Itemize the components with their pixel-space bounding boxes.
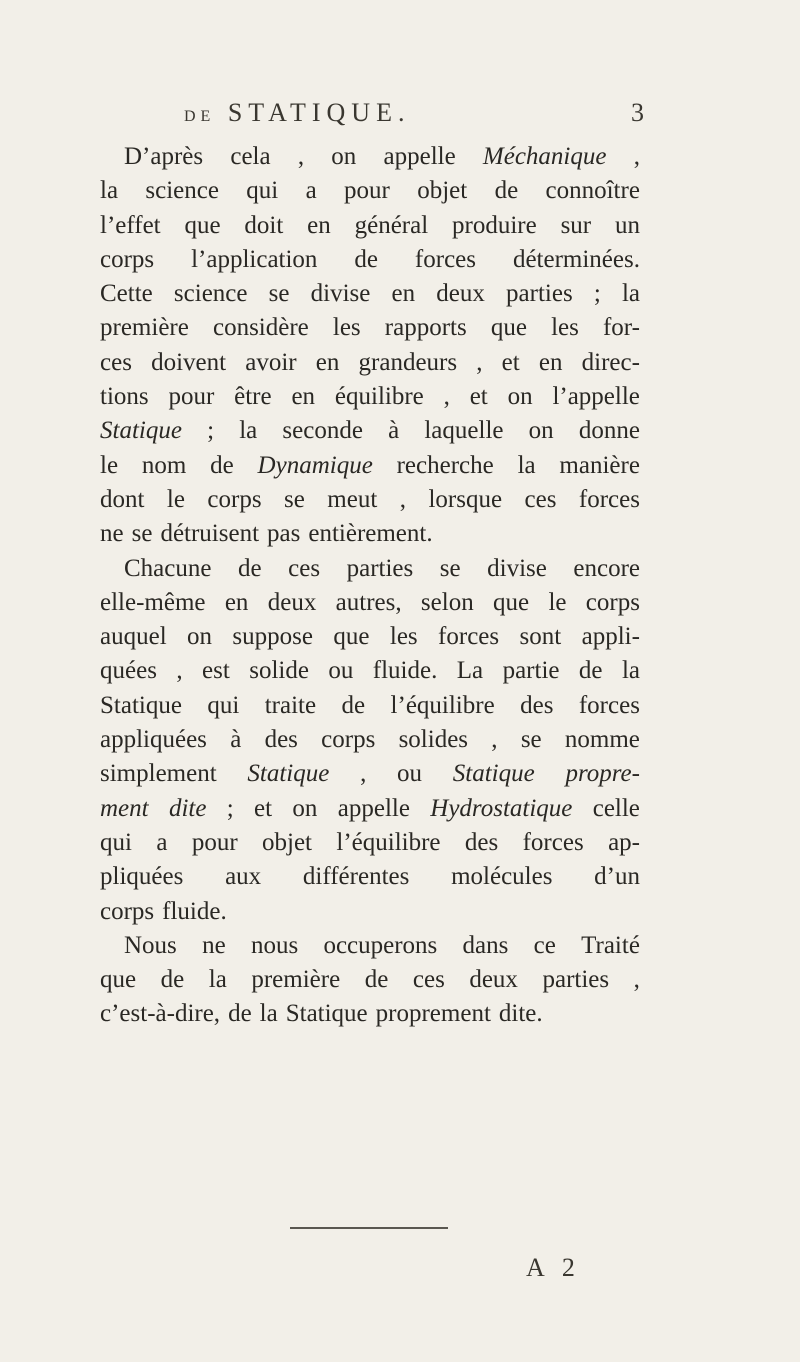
- text-word: première: [251, 966, 341, 994]
- text-word: traite: [264, 691, 317, 719]
- text-word: avoir: [245, 348, 297, 376]
- text-line: [100, 586, 640, 620]
- text-word: deux: [267, 588, 317, 616]
- text-word: grandeurs: [358, 348, 458, 376]
- text-word: se: [284, 485, 305, 513]
- text-word: c’est-à-dire,: [100, 1000, 221, 1028]
- text-word: première: [100, 314, 189, 342]
- text-word: solide: [249, 657, 309, 685]
- text-word: molécules: [451, 863, 553, 891]
- text-line: [100, 620, 640, 654]
- text-word: for-: [602, 314, 640, 342]
- text-word: parties: [542, 966, 610, 994]
- running-head-title: [184, 98, 410, 128]
- text-word: Chacune: [124, 554, 212, 582]
- text-word: lorsque: [428, 485, 503, 513]
- text-word: pour: [344, 177, 390, 205]
- text-word: les: [389, 623, 418, 651]
- text-word: quées: [100, 657, 157, 685]
- text-line: [100, 963, 640, 997]
- text-word: en: [224, 588, 249, 616]
- text-word: direc-: [581, 348, 640, 376]
- running-head-prefix: DE: [184, 108, 216, 125]
- text-word: ;: [593, 280, 601, 308]
- text-word: ,: [476, 348, 483, 376]
- text-word: fluide.: [372, 657, 438, 685]
- text-word: de: [160, 966, 185, 994]
- text-word: autres,: [335, 588, 402, 616]
- text-word: ce: [533, 931, 556, 959]
- text-word: corps: [585, 588, 640, 616]
- text-word: appli-: [581, 623, 640, 651]
- text-word: que: [100, 966, 137, 994]
- text-word: forces: [578, 691, 640, 719]
- text-word: recherche: [396, 451, 494, 479]
- text-word: un: [614, 211, 640, 239]
- text-word: les: [551, 314, 579, 342]
- text-word: l’appelle: [552, 383, 640, 411]
- text-word: déterminées.: [512, 245, 640, 273]
- text-word: de: [364, 966, 389, 994]
- text-line: [100, 174, 640, 208]
- text-word: selon: [420, 588, 474, 616]
- text-word: ,: [633, 143, 640, 170]
- text-word: ,: [491, 726, 498, 754]
- text-word: divise: [487, 554, 547, 582]
- text-word: Statique: [285, 1000, 368, 1028]
- text-word: elle-même: [100, 588, 206, 616]
- text-word: de: [228, 1000, 252, 1028]
- text-word: en: [391, 280, 416, 308]
- text-word: ap-: [608, 828, 640, 856]
- text-word: aux: [225, 863, 262, 891]
- text-word: de: [210, 451, 234, 479]
- text-word: en: [538, 348, 563, 376]
- text-word: la: [621, 280, 640, 308]
- text-word: ,: [633, 966, 640, 994]
- text-word: ne: [202, 931, 226, 959]
- text-line: [100, 895, 640, 929]
- text-word: ne: [100, 520, 124, 548]
- text-word: on: [528, 417, 554, 445]
- text-word: Cette: [100, 280, 153, 308]
- text-word: ,: [443, 383, 450, 411]
- text-word: appelle: [337, 794, 410, 822]
- text-line: [100, 483, 640, 517]
- text-word: laquelle: [424, 417, 504, 445]
- text-word: La: [456, 657, 484, 685]
- text-word: produire: [452, 211, 537, 239]
- text-word: pliquées: [100, 863, 184, 891]
- text-word: doit: [244, 211, 284, 239]
- text-word: l’effet: [100, 211, 161, 239]
- text-word: Statique: [100, 691, 182, 719]
- text-word: simplement: [100, 760, 217, 788]
- text-line: [100, 243, 640, 277]
- text-word: Hydrostatique: [430, 794, 573, 822]
- text-word: et: [254, 794, 273, 822]
- text-word: forces: [438, 623, 500, 651]
- text-word: d’un: [594, 863, 640, 891]
- text-line: [100, 449, 640, 483]
- text-line: [100, 997, 640, 1031]
- text-word: dite.: [498, 1000, 543, 1028]
- text-line: [100, 757, 640, 791]
- text-line: [100, 723, 640, 757]
- text-word: forces: [414, 245, 476, 273]
- text-word: corps: [321, 726, 376, 754]
- text-word: en: [315, 348, 340, 376]
- text-word: ,: [176, 657, 183, 685]
- text-word: ces: [524, 485, 557, 513]
- text-word: se: [268, 280, 290, 308]
- text-word: meut: [327, 485, 378, 513]
- text-word: cela: [230, 143, 271, 170]
- text-word: des: [264, 726, 298, 754]
- text-word: et: [501, 348, 520, 376]
- text-line: [100, 277, 640, 311]
- text-word: forces: [522, 828, 584, 856]
- text-word: se: [439, 554, 461, 582]
- text-line: [100, 311, 640, 345]
- text-word: ou: [328, 657, 354, 685]
- text-word: ,: [399, 485, 406, 513]
- text-word: la: [259, 1000, 278, 1028]
- text-word: que: [490, 314, 527, 342]
- text-word: science: [145, 177, 219, 205]
- text-word: de: [238, 554, 262, 582]
- text-word: dite: [168, 794, 207, 822]
- running-head: [184, 98, 644, 128]
- text-word: de: [494, 177, 519, 205]
- text-word: manière: [559, 451, 640, 479]
- text-word: à: [230, 726, 242, 754]
- text-word: qui: [100, 828, 132, 856]
- text-word: proprement: [375, 1000, 491, 1028]
- text-word: solides: [398, 726, 469, 754]
- text-word: on: [187, 623, 213, 651]
- text-word: objet: [262, 828, 313, 856]
- signature-mark: A 2: [526, 1253, 581, 1282]
- text-word: est: [202, 657, 230, 685]
- text-word: objet: [417, 177, 468, 205]
- text-word: D’après: [124, 143, 204, 170]
- text-word: seconde: [282, 417, 363, 445]
- text-word: corps: [100, 897, 155, 925]
- text-word: ,: [297, 143, 305, 170]
- text-line: [100, 346, 640, 380]
- text-word: ment: [100, 794, 149, 822]
- text-word: fluide.: [162, 897, 227, 925]
- text-word: on: [331, 143, 357, 170]
- text-word: de: [341, 691, 366, 719]
- text-word: appelle: [383, 143, 456, 170]
- text-word: considère: [212, 314, 309, 342]
- text-word: qui: [207, 691, 240, 719]
- text-word: l’équilibre: [390, 691, 495, 719]
- text-word: divise: [310, 280, 371, 308]
- text-word: science: [173, 280, 248, 308]
- text-word: Méchanique: [482, 143, 607, 170]
- text-word: être: [234, 383, 272, 411]
- text-line: [100, 414, 640, 448]
- text-word: la: [100, 177, 119, 205]
- text-word: Traité: [581, 931, 640, 959]
- text-word: l’application: [191, 245, 318, 273]
- body-text: [100, 140, 640, 1032]
- text-word: de: [354, 245, 378, 273]
- text-word: l’équilibre: [336, 828, 441, 856]
- text-line: [100, 826, 640, 860]
- text-word: pour: [191, 828, 238, 856]
- text-word: sont: [519, 623, 562, 651]
- text-word: qui: [246, 177, 279, 205]
- text-word: la: [208, 966, 227, 994]
- text-word: propre-: [565, 760, 640, 788]
- text-word: ces: [100, 348, 132, 376]
- text-word: corps: [100, 245, 155, 273]
- text-line: [100, 689, 640, 723]
- text-word: Dynamique: [257, 451, 373, 479]
- text-word: de: [578, 657, 603, 685]
- text-word: les: [332, 314, 361, 342]
- text-word: deux: [469, 966, 518, 994]
- text-word: et: [469, 383, 488, 411]
- text-word: se: [131, 520, 153, 548]
- text-word: a: [305, 177, 317, 205]
- text-word: que: [333, 623, 370, 651]
- text-word: dans: [462, 931, 509, 959]
- text-word: auquel: [100, 623, 167, 651]
- text-word: la: [517, 451, 536, 479]
- text-word: suppose: [232, 623, 313, 651]
- text-word: Statique: [452, 760, 535, 788]
- text-word: le: [548, 588, 567, 616]
- text-word: partie: [502, 657, 560, 685]
- text-line: [100, 209, 640, 243]
- text-word: connoître: [545, 177, 640, 205]
- text-word: équilibre: [334, 383, 424, 411]
- text-word: des: [464, 828, 499, 856]
- text-word: Nous: [124, 931, 177, 959]
- text-word: tions: [100, 383, 149, 411]
- text-word: que: [184, 211, 221, 239]
- text-word: détruisent: [160, 520, 260, 548]
- text-word: occuperons: [323, 931, 438, 959]
- text-word: différentes: [302, 863, 410, 891]
- text-word: la: [621, 657, 640, 685]
- running-head-main: STATIQUE.: [227, 98, 411, 127]
- text-word: général: [354, 211, 429, 239]
- text-word: deux: [436, 280, 485, 308]
- text-word: appliquées: [100, 726, 207, 754]
- text-word: Statique: [100, 417, 182, 445]
- text-word: que: [493, 588, 530, 616]
- text-word: encore: [573, 554, 640, 582]
- text-word: ,: [360, 760, 367, 788]
- text-word: Statique: [247, 760, 330, 788]
- text-word: parties: [506, 280, 573, 308]
- text-line: [100, 792, 640, 826]
- text-line: [100, 929, 640, 963]
- text-line: [100, 517, 640, 551]
- text-word: donne: [578, 417, 640, 445]
- text-line: [100, 140, 640, 174]
- text-word: entièrement.: [308, 520, 433, 548]
- text-word: rapports: [384, 314, 467, 342]
- text-word: ;: [207, 417, 215, 445]
- text-word: parties: [346, 554, 414, 582]
- text-word: pour: [168, 383, 215, 411]
- text-word: la: [239, 417, 258, 445]
- text-word: se: [520, 726, 542, 754]
- text-word: on: [507, 383, 533, 411]
- text-word: ces: [288, 554, 321, 582]
- text-line: [100, 860, 640, 894]
- text-word: pas: [267, 520, 301, 548]
- text-word: nom: [141, 451, 187, 479]
- footer-rule: [290, 1227, 448, 1229]
- text-word: des: [520, 691, 554, 719]
- text-word: forces: [578, 485, 640, 513]
- text-word: celle: [592, 794, 640, 822]
- text-line: [100, 552, 640, 586]
- text-word: ces: [412, 966, 445, 994]
- text-word: à: [388, 417, 400, 445]
- text-word: corps: [207, 485, 262, 513]
- text-word: en: [291, 383, 316, 411]
- text-word: a: [156, 828, 168, 856]
- text-word: en: [307, 211, 331, 239]
- text-word: le: [166, 485, 185, 513]
- page-number: 3: [631, 98, 644, 127]
- text-word: ;: [226, 794, 234, 822]
- text-word: sur: [560, 211, 592, 239]
- text-word: nomme: [564, 726, 640, 754]
- text-word: nous: [250, 931, 299, 959]
- text-word: dont: [100, 485, 145, 513]
- text-line: [100, 654, 640, 688]
- text-word: doivent: [151, 348, 227, 376]
- text-line: [100, 380, 640, 414]
- text-word: le: [100, 451, 119, 479]
- text-word: on: [292, 794, 318, 822]
- text-word: ou: [397, 760, 423, 788]
